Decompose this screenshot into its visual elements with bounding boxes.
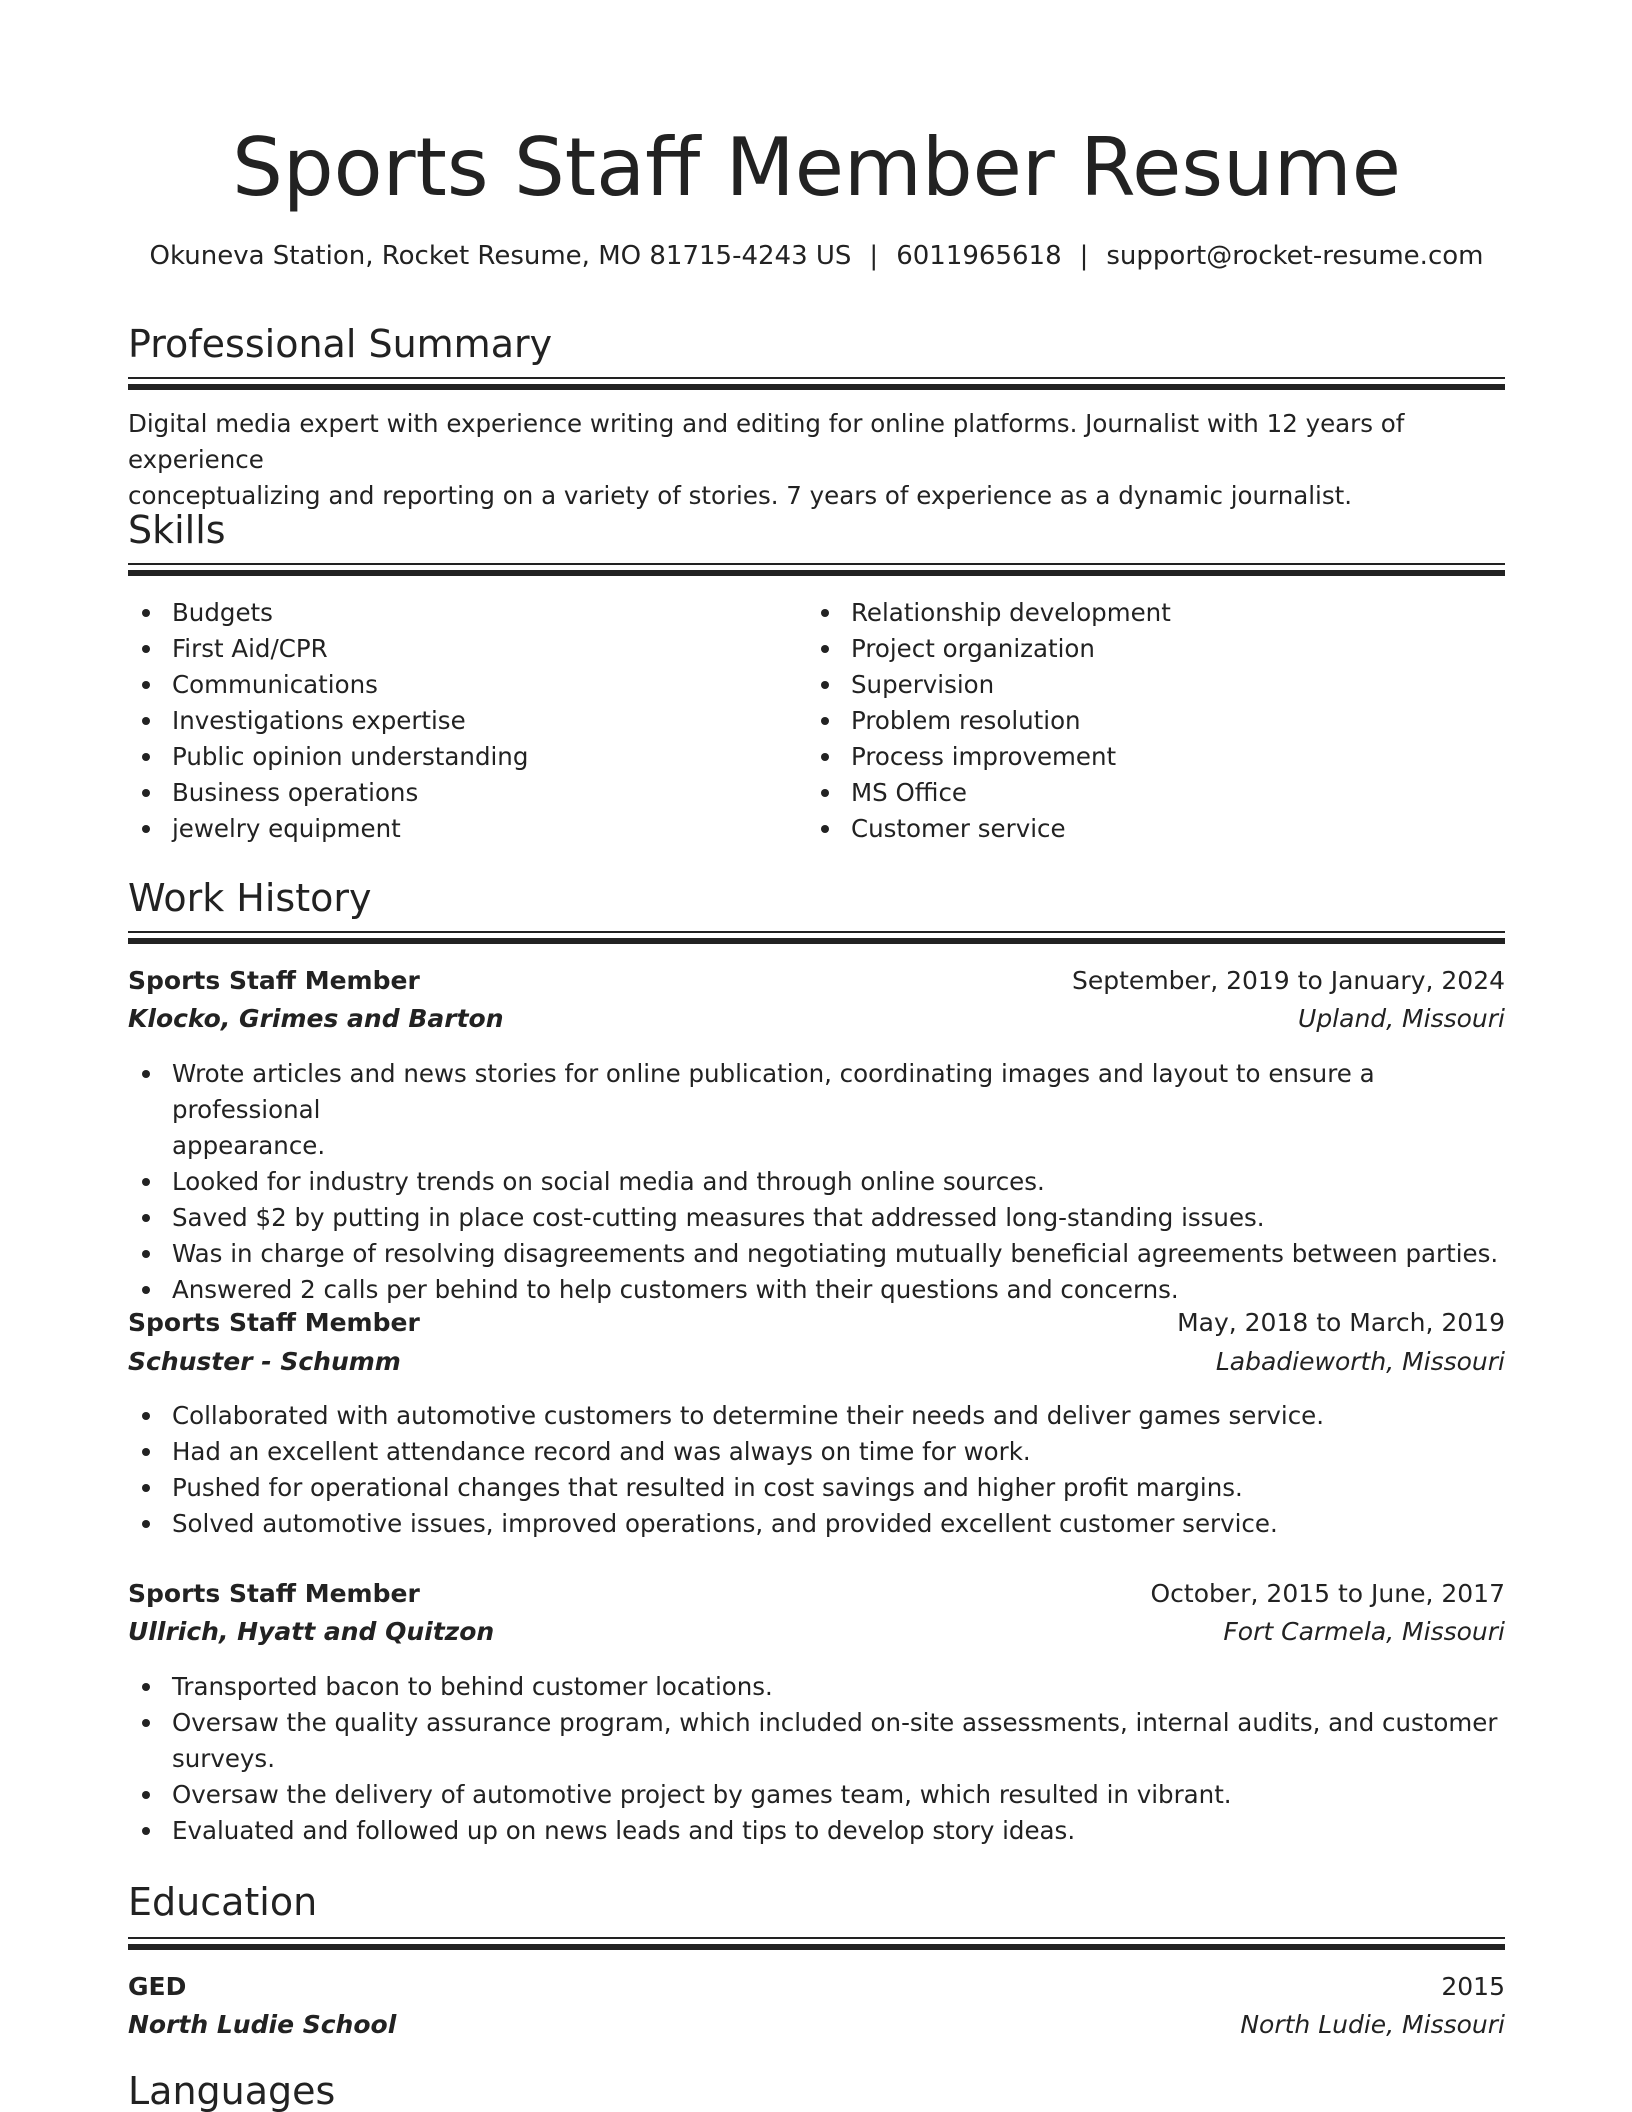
section-rule-thick <box>128 938 1505 944</box>
job-bullets <box>128 1398 1505 1542</box>
skill-item: Process improvement <box>807 739 1497 775</box>
job-bullet: Had an excellent attendance record and was always on time for work. <box>128 1434 1505 1470</box>
skills-list-left <box>128 595 788 847</box>
skill-item: jewelry equipment <box>128 811 788 847</box>
summary-line: conceptualizing and reporting on a variety of stories. 7 years of experience as a dynamic journalist. <box>128 481 1353 510</box>
skill-item: Relationship development <box>807 595 1497 631</box>
education-location: North Ludie, Missouri <box>1240 2010 1505 2039</box>
section-rule-thin <box>128 563 1505 565</box>
work-section <box>128 873 1505 1873</box>
contact-separator: | <box>1079 241 1089 271</box>
job-location: Labadieworth, Missouri <box>1215 1347 1505 1376</box>
education-year: 2015 <box>1441 1972 1505 2001</box>
languages-heading: Languages <box>128 2070 336 2112</box>
job-bullet <box>128 1056 1505 1164</box>
job-header <box>128 963 1505 999</box>
section-rule-thin <box>128 1937 1505 1939</box>
skill-item: MS Office <box>807 775 1497 811</box>
job-subheader <box>128 1344 1505 1380</box>
education-subheader <box>128 2007 1505 2043</box>
summary-section <box>128 319 1505 510</box>
work-heading: Work History <box>128 876 372 920</box>
job-bullets <box>128 1669 1505 1849</box>
skill-item: Customer service <box>807 811 1497 847</box>
job-dates: September, 2019 to January, 2024 <box>1072 966 1505 995</box>
summary-heading: Professional Summary <box>128 322 553 366</box>
skills-list-right <box>807 595 1497 847</box>
skill-item: Problem resolution <box>807 703 1497 739</box>
section-rule-thin <box>128 931 1505 933</box>
skill-item: Investigations expertise <box>128 703 788 739</box>
job-bullet: Looked for industry trends on social media and through online sources. <box>128 1164 1505 1200</box>
job-title: Sports Staff Member <box>128 1308 420 1337</box>
job-company: Ullrich, Hyatt and Quitzon <box>128 1617 495 1646</box>
education-degree: GED <box>128 1972 187 2001</box>
section-rule-thin <box>128 377 1505 379</box>
education-section <box>128 1877 1505 2037</box>
languages-section <box>128 2070 1505 2112</box>
job-dates: October, 2015 to June, 2017 <box>1150 1579 1505 1608</box>
job-location: Upland, Missouri <box>1298 1004 1505 1033</box>
skill-item: Business operations <box>128 775 788 811</box>
job-bullet: Answered 2 calls per behind to help customers with their questions and concerns. <box>128 1272 1505 1308</box>
job-dates: May, 2018 to March, 2019 <box>1177 1308 1505 1337</box>
job-bullet-text: Oversaw the quality assurance program, which included on-site assessments, internal audits, and customer <box>172 1708 1498 1737</box>
job-bullets <box>128 1056 1505 1308</box>
job-bullet-text: Wrote articles and news stories for online publication, coordinating images and layout to ensure a professional <box>172 1059 1375 1124</box>
job-subheader <box>128 1614 1505 1650</box>
skill-item: Supervision <box>807 667 1497 703</box>
skill-item: First Aid/CPR <box>128 631 788 667</box>
job-company: Klocko, Grimes and Barton <box>128 1004 504 1033</box>
job-company: Schuster - Schumm <box>128 1347 401 1376</box>
contact-separator: | <box>869 241 879 271</box>
contact-phone: 6011965618 <box>896 241 1062 271</box>
section-rule-thick <box>128 1944 1505 1950</box>
contact-email[interactable]: support@rocket-resume.com <box>1106 241 1484 271</box>
job-header <box>128 1576 1505 1612</box>
job-bullet: Solved automotive issues, improved operations, and provided excellent customer service. <box>128 1506 1505 1542</box>
job-header <box>128 1305 1505 1341</box>
job-title: Sports Staff Member <box>128 1579 420 1608</box>
skill-item: Project organization <box>807 631 1497 667</box>
job-location: Fort Carmela, Missouri <box>1223 1617 1505 1646</box>
job-bullet: Oversaw the delivery of automotive project by games team, which resulted in vibrant. <box>128 1777 1505 1813</box>
skill-item: Budgets <box>128 595 788 631</box>
job-bullet <box>128 1705 1505 1777</box>
resume-page <box>128 0 1505 2112</box>
job-bullet: Pushed for operational changes that resulted in cost savings and higher profit margins. <box>128 1470 1505 1506</box>
job-subheader <box>128 1001 1505 1037</box>
section-rule-thick <box>128 384 1505 390</box>
skill-item: Public opinion understanding <box>128 739 788 775</box>
job-bullet: Evaluated and followed up on news leads and tips to develop story ideas. <box>128 1813 1505 1849</box>
education-header <box>128 1969 1505 2005</box>
summary-line: Digital media expert with experience writing and editing for online platforms. Journalist with 12 years of experience <box>128 409 1405 474</box>
summary-text <box>128 406 1505 514</box>
job-bullet: Saved $2 by putting in place cost-cutting measures that addressed long-standing issues. <box>128 1200 1505 1236</box>
job-bullet: Transported bacon to behind customer locations. <box>128 1669 1505 1705</box>
skill-item: Communications <box>128 667 788 703</box>
job-bullet-text: appearance. <box>172 1131 326 1160</box>
job-bullet-text: surveys. <box>172 1744 275 1773</box>
contact-address: Okuneva Station, Rocket Resume, MO 81715-4243 US <box>149 241 852 271</box>
job-title: Sports Staff Member <box>128 966 420 995</box>
page-title: Sports Staff Member Resume <box>232 121 1401 214</box>
education-school: North Ludie School <box>128 2010 397 2039</box>
job-bullet: Collaborated with automotive customers to determine their needs and deliver games service. <box>128 1398 1505 1434</box>
job-bullet: Was in charge of resolving disagreements and negotiating mutually beneficial agreements between parties. <box>128 1236 1505 1272</box>
contact-line <box>128 238 1505 274</box>
skills-section <box>128 505 1505 855</box>
section-rule-thick <box>128 570 1505 576</box>
education-heading: Education <box>128 1880 318 1924</box>
skills-heading: Skills <box>128 508 226 552</box>
